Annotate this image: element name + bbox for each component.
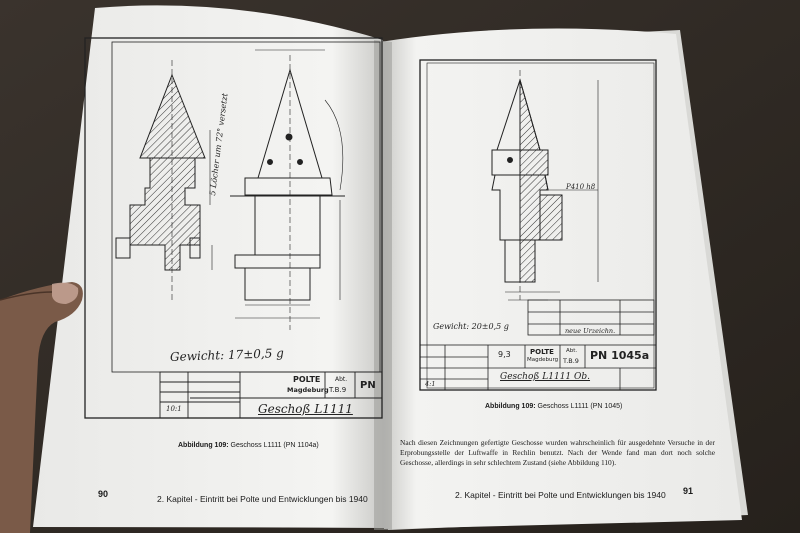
- left-abt-label: Abt.: [335, 376, 348, 383]
- right-body-text: Nach diesen Zeichnungen gefertigte Geschosse wurden wahrscheinlich für ausgedehnte Versuche in der Erprobungsstelle der Luftwaffe in Rechlin benutzt. Nach der Wende fand man dort noch solche Geschosse, allerdings in sehr schlechtem Zustand (siehe Abbildung 110).: [400, 438, 715, 467]
- right-caption: [485, 403, 622, 410]
- left-caption-text: Geschoss L1111 (PN 1104a): [230, 442, 319, 449]
- right-city: Magdeburg: [527, 357, 559, 363]
- left-scale: 10:1: [166, 405, 182, 413]
- left-page-number: 90: [98, 489, 109, 499]
- right-maker: POLTE: [530, 348, 554, 356]
- left-abt-code: T.B.9: [329, 386, 347, 394]
- right-revision-note: neue Urzeichn.: [565, 327, 616, 335]
- left-pn-code: PN: [360, 380, 376, 391]
- right-part-title: Geschoß L1111 Ob.: [500, 372, 591, 382]
- right-dim-label: P410 h8: [566, 183, 596, 191]
- right-scale: 4:1: [425, 380, 436, 388]
- right-value-box: 9,3: [498, 350, 511, 359]
- left-side-note: 5 Löcher um 72° versetzt: [208, 92, 230, 197]
- left-caption-prefix: Abbildung 109:: [178, 442, 229, 449]
- right-footer: 2. Kapitel - Eintritt bei Polte und Entwicklungen bis 1940: [455, 490, 666, 500]
- right-abt-code: T.B.9: [563, 357, 579, 365]
- left-weight-note: Gewicht: 17±0,5 g: [169, 346, 285, 364]
- right-caption-prefix: Abbildung 109:: [485, 403, 536, 410]
- left-maker: POLTE: [293, 375, 321, 384]
- book-spine: [374, 40, 392, 530]
- right-weight-note: Gewicht: 20±0,5 g: [433, 322, 509, 331]
- right-caption-text: Geschoss L1111 (PN 1045): [537, 403, 623, 410]
- right-page-number: 91: [683, 486, 694, 496]
- left-city: Magdeburg: [287, 386, 329, 394]
- right-pn-code: PN 1045a: [590, 349, 650, 362]
- left-caption: [178, 442, 319, 449]
- left-part-title: Geschoß L1111: [258, 402, 353, 416]
- right-abt-label: Abt.: [566, 348, 578, 354]
- left-footer: 2. Kapitel - Eintritt bei Polte und Entwicklungen bis 1940: [157, 494, 368, 504]
